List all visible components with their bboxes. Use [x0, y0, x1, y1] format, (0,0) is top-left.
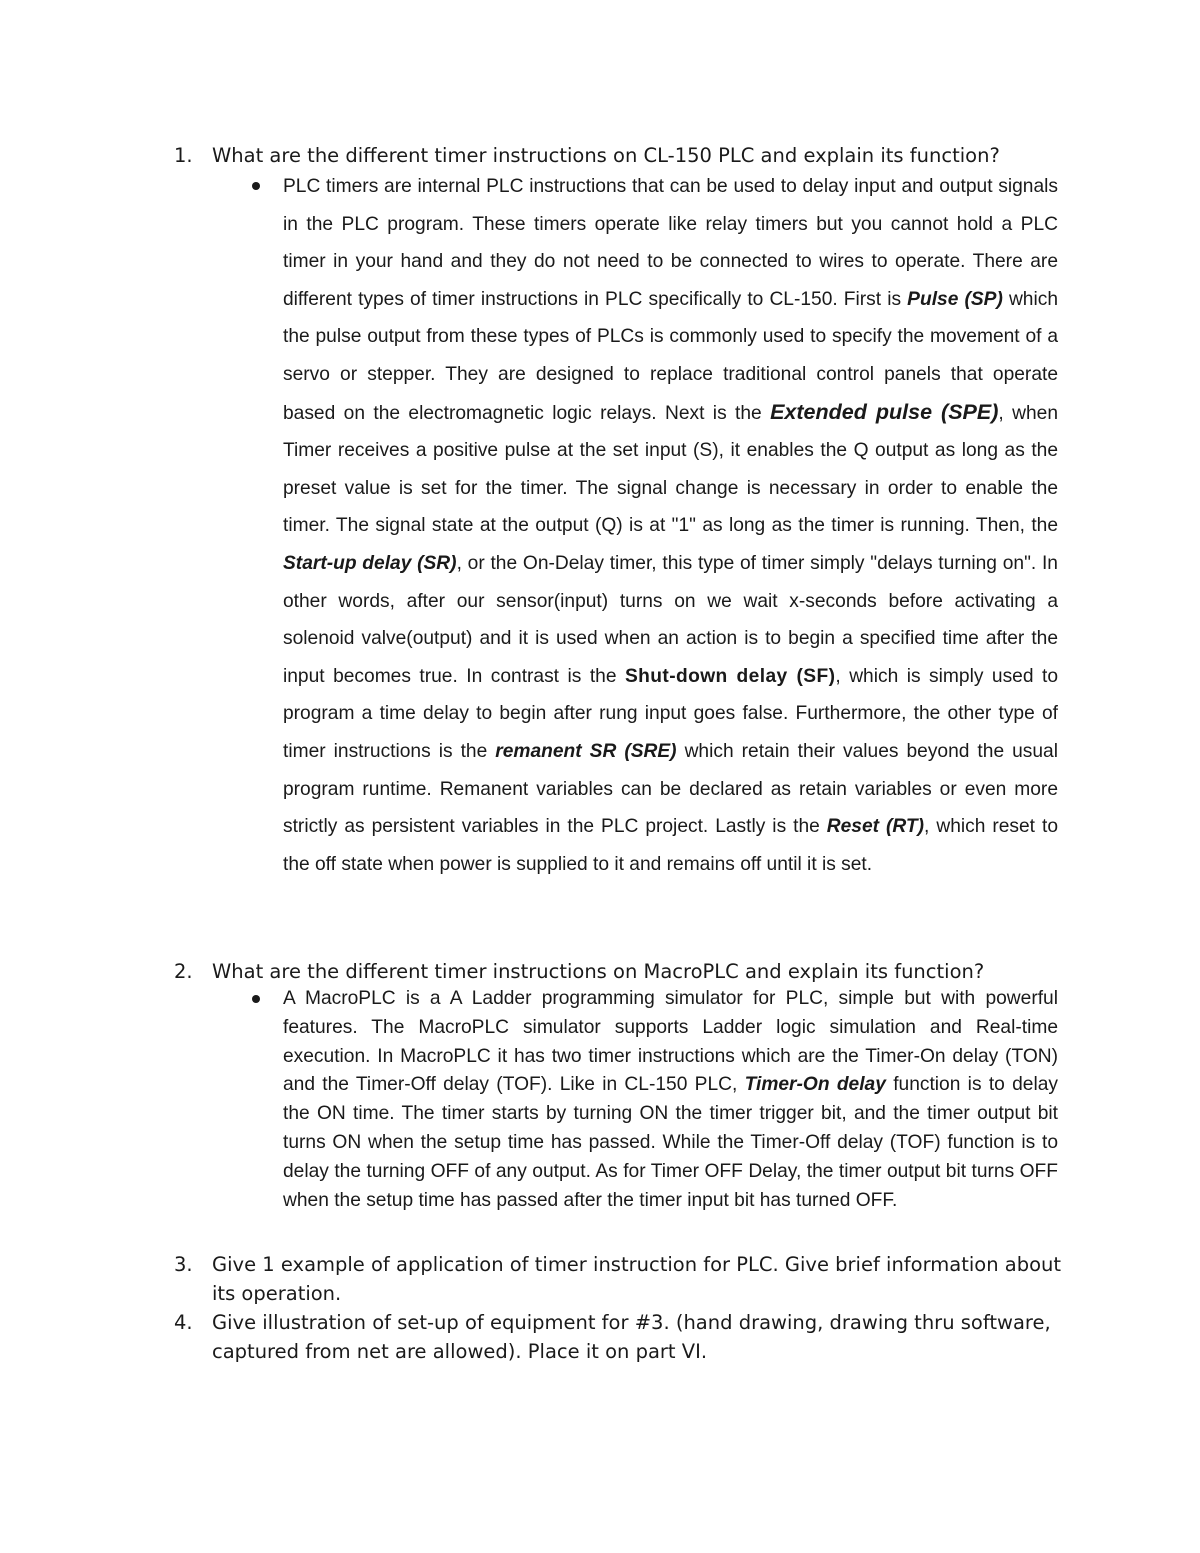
answer-text: A MacroPLC is a A Ladder programming simulator for PLC, simple but with powerful features. The MacroPLC simulator supports Ladder logic simulation and Real-time execution. In MacroPLC it has two timer instructions which are the Timer-On delay (TON) and the Timer-Off delay (TOF). Like in CL-150 PLC,	[283, 988, 1058, 1096]
answer-text: , when Timer receives a positive pulse at the set input (S), it enables the Q output as long as the preset value is set for the timer. The signal change is necessary in order to enable the timer. The signal state at the output (Q) is at "1" as long as the timer is running. Then, the	[283, 402, 1058, 537]
answer-text: PLC timers are internal PLC instructions that can be used to delay input and output signals in the PLC program. These timers operate like relay timers but you cannot hold a PLC timer in your hand and they do not need to be connected to wires to operate. There are different types of timer instructions in PLC specifically to CL-150. First is	[283, 176, 1058, 310]
term-start-up-delay: Start-up delay (SR)	[283, 552, 457, 574]
answer-text: , which reset to the off state when power is supplied to it and remains off until it is set.	[283, 816, 1058, 875]
question-number: 4.	[174, 1311, 193, 1334]
term-extended-pulse: Extended pulse (SPE)	[770, 399, 999, 424]
question-text: Give 1 example of application of timer instruction for PLC. Give brief information about its operation.	[212, 1253, 1062, 1305]
question-number: 1.	[174, 144, 193, 167]
answer-text: , or the On-Delay timer, this type of timer simply "delays turning on". In other words, after our sensor(input) turns on we wait x-seconds before activating a solenoid valve(output) and it is used when an action is to begin a specified time after the input becomes true. In contrast is the	[283, 552, 1058, 687]
answer-text: , which is simply used to program a time delay to begin after rung input goes false. Furthermore, the other type of timer instructions is the	[283, 665, 1058, 762]
answer-text: which retain their values beyond the usual program runtime. Remanent variables can be declared as retain variables or even more strictly as persistent variables in the PLC project. Lastly is the	[283, 740, 1058, 838]
term-shut-down-delay: Shut-down delay (SF)	[624, 665, 836, 687]
term-reset: Reset (RT)	[826, 816, 925, 838]
question-text: What are the different timer instructions on MacroPLC and explain its function?	[212, 960, 985, 983]
answer-text: which the pulse output from these types of PLCs is commonly used to specify the movement of a servo or stepper. They are designed to replace traditional control panels that operate based on the electromagnetic logic relays. Next is the	[283, 288, 1058, 424]
term-timer-on-delay: Timer-On delay	[744, 1074, 886, 1096]
question-4	[174, 1308, 1074, 1366]
answer-1	[283, 168, 1058, 883]
question-2	[174, 957, 1074, 986]
answer-text: function is to delay the ON time. The timer starts by turning ON the timer trigger bit, and the timer output bit turns ON when the setup time has passed. While the Timer-Off delay (TOF) function is to delay the turning OFF of any output. As for Timer OFF Delay, the timer output bit turns OFF when the setup time has passed after the timer input bit has turned OFF.	[283, 1074, 1058, 1211]
question-text: Give illustration of set-up of equipment for #3. (hand drawing, drawing thru software, captured from net are allowed). Place it on part VI.	[212, 1311, 1051, 1363]
term-pulse: Pulse (SP)	[907, 288, 1003, 310]
answer-2	[283, 985, 1058, 1215]
bullet-icon	[252, 182, 260, 190]
question-3	[174, 1250, 1074, 1308]
question-text: What are the different timer instructions on CL-150 PLC and explain its function?	[212, 144, 1000, 167]
term-remanent-sr: remanent SR (SRE)	[495, 740, 677, 762]
question-number: 2.	[174, 960, 193, 983]
bullet-icon	[252, 995, 260, 1003]
question-number: 3.	[174, 1253, 193, 1276]
question-1	[174, 141, 1074, 170]
